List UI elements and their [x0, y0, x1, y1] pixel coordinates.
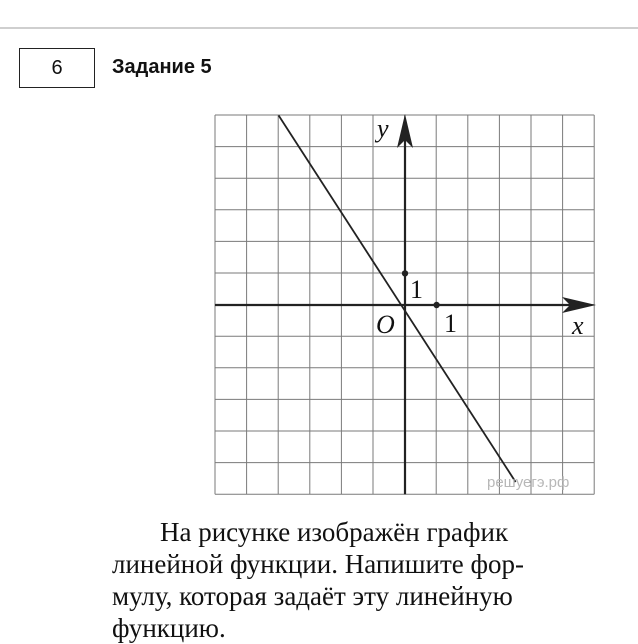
problem-statement	[112, 516, 622, 644]
y-axis-label: y	[377, 114, 389, 143]
x-axis-label: x	[572, 311, 584, 340]
unit-x-label: 1	[444, 309, 457, 338]
function-line	[279, 115, 516, 482]
problem-line-4: функцию.	[112, 613, 226, 643]
unit-y-label: 1	[410, 275, 423, 304]
origin-label: O	[376, 310, 395, 339]
unit-point	[433, 302, 439, 308]
watermark: решуегэ.рф	[487, 474, 570, 491]
unit-point	[402, 270, 408, 276]
task-number: 6	[51, 56, 63, 79]
problem-line-2: линейной функции. Напишите фор-	[112, 549, 524, 579]
problem-line-1: На рисунке изображён график	[160, 517, 509, 547]
task-title: Задание 5	[112, 56, 212, 78]
problem-line-3: мулу, которая задаёт эту линейную	[112, 581, 513, 611]
